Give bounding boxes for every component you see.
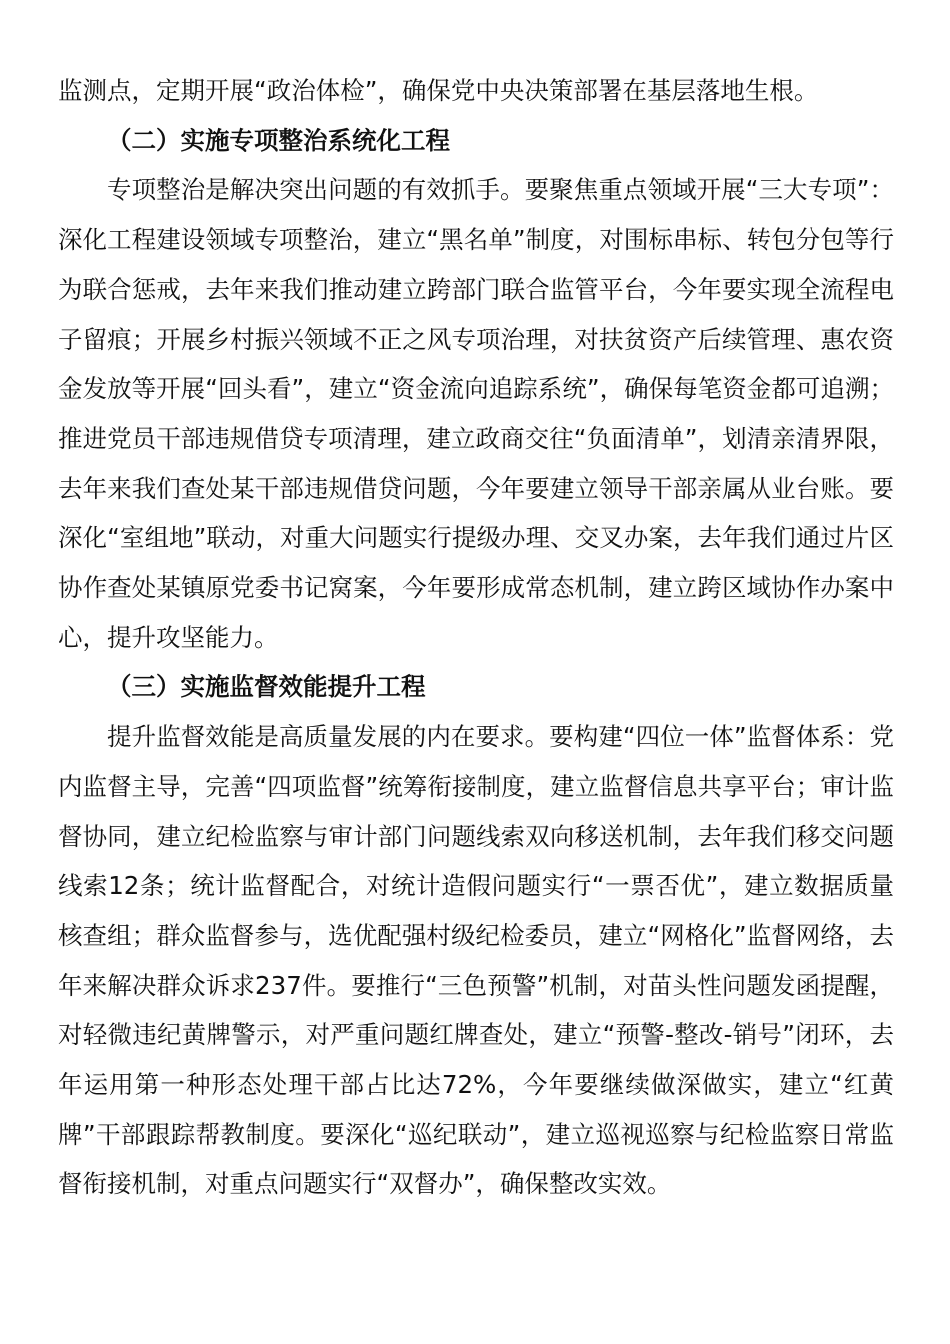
document-body: [58, 66, 894, 1209]
intro-line: 监测点，定期开展“政治体检”，确保党中央决策部署在基层落地生根。: [58, 76, 819, 105]
section-heading-2: （二）实施专项整治系统化工程: [107, 125, 450, 155]
section-paragraph-3: 提升监督效能是高质量发展的内在要求。要构建“四位一体”监督体系：党内监督主导，完善“四项监督”统筹衔接制度，建立监督信息共享平台；审计监督协同，建立纪检监察与审计部门问题线索双向移送机制，去年我们移交问题线索12条；统计监督配合，对统计造假问题实行“一票否优”，建立数据质量核查组；群众监督参与，选优配强村级纪检委员，建立“网格化”监督网络，去年来解决群众诉求237件。要推行“三色预警”机制，对苗头性问题发函提醒，对轻微违纪黄牌警示，对严重问题红牌查处，建立“预警-整改-销号”闭环，去年运用第一种形态处理干部占比达72%，今年要继续做深做实，建立“红黄牌”干部跟踪帮教制度。要深化“巡纪联动”，建立巡视巡察与纪检监察日常监督衔接机制，对重点问题实行“双督办”，确保整改实效。: [58, 722, 894, 1199]
section-paragraph-2: 专项整治是解决突出问题的有效抓手。要聚焦重点领域开展“三大专项”：深化工程建设领域专项整治，建立“黑名单”制度，对围标串标、转包分包等行为联合惩戒，去年来我们推动建立跨部门联合监管平台，今年要实现全流程电子留痕；开展乡村振兴领域不正之风专项治理，对扶贫资产后续管理、惠农资金发放等开展“回头看”，建立“资金流向追踪系统”，确保每笔资金都可追溯；推进党员干部违规借贷专项清理，建立政商交往“负面清单”，划清亲清界限，去年来我们查处某干部违规借贷问题，今年要建立领导干部亲属从业台账。要深化“室组地”联动，对重大问题实行提级办理、交叉办案，去年我们通过片区协作查处某镇原党委书记窝案，今年要形成常态机制，建立跨区域协作办案中心，提升攻坚能力。: [58, 175, 894, 652]
section-heading-3: （三）实施监督效能提升工程: [107, 672, 426, 702]
